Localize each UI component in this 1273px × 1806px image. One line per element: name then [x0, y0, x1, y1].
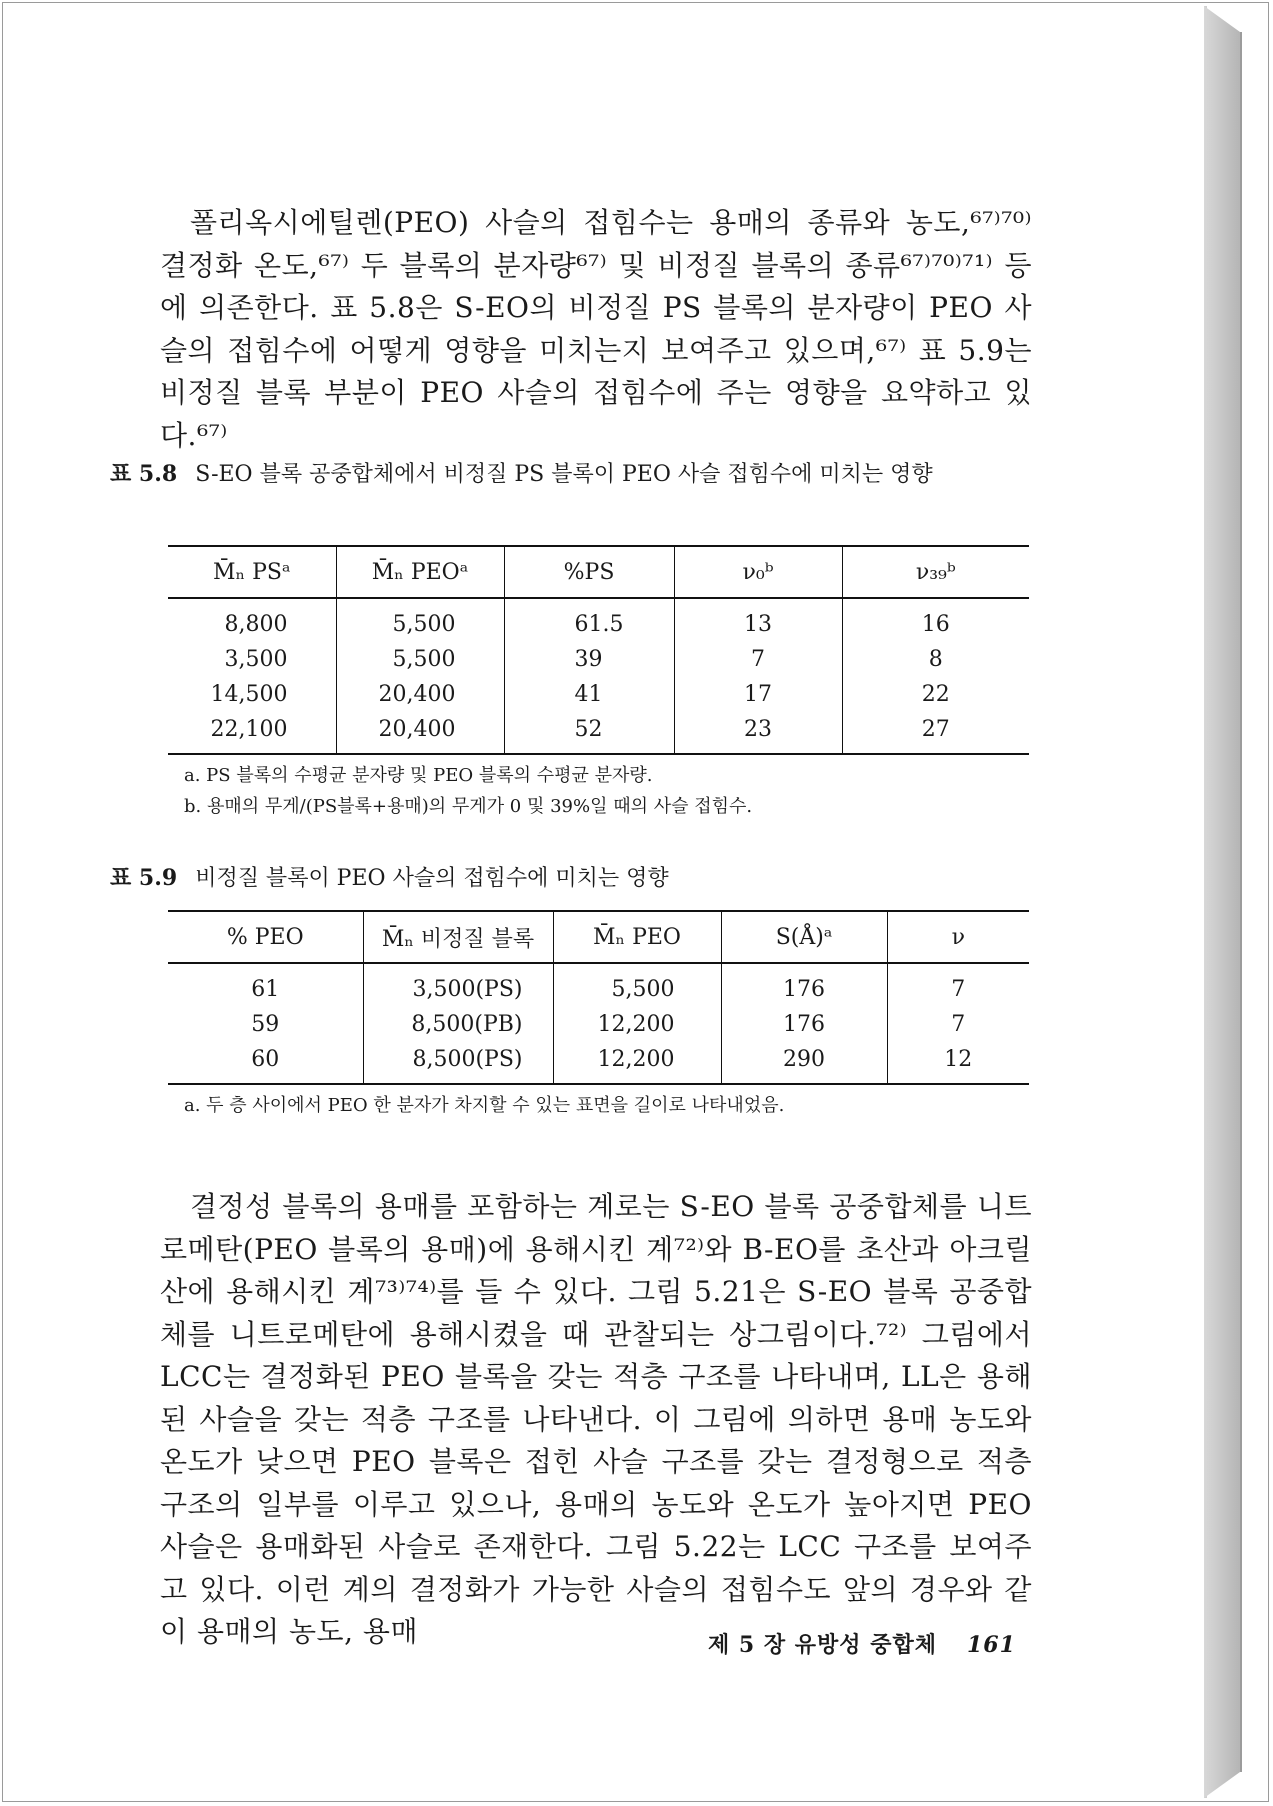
page-footer — [708, 1628, 1016, 1659]
table-cell: 7 — [887, 1007, 1029, 1042]
table-row — [168, 712, 1029, 754]
table-header-row — [168, 911, 1029, 963]
table-cell: 176 — [721, 1007, 887, 1042]
column-header: ν₀ᵇ — [674, 546, 842, 598]
table-header-row — [168, 546, 1029, 598]
table-cell: 12,200 — [553, 1007, 721, 1042]
table-row — [168, 1042, 1029, 1084]
table-5-8-caption — [110, 454, 1034, 495]
table-5-8-number: 표 5.8 — [110, 461, 178, 487]
column-header: ν₃₉ᵇ — [842, 546, 1029, 598]
table-5-8-caption-text: S-EO 블록 공중합체에서 비정질 PS 블록이 PEO 사슬 접힘수에 미치는 영향 — [195, 462, 933, 487]
column-header: M̄ₙ PEO — [553, 911, 721, 963]
table-cell: 61 — [251, 977, 280, 1002]
column-header: S(Å)ᵃ — [721, 911, 887, 963]
table-cell: 39 — [504, 642, 674, 677]
table-cell: 8,800 — [224, 612, 288, 637]
table-cell: 5,500 — [336, 642, 504, 677]
paragraph-2: 결정성 블록의 용매를 포함하는 계로는 S-EO 블록 공중합체를 니트로메탄(PEO 블록의 용매)에 용해시킨 계⁷²⁾와 B-EO를 초산과 아크릴산에 용해시킨 계⁷³⁾⁷⁴⁾를 들 수 있다. 그림 5.21은 S-EO 블록 공중합체를 니트로메탄에 용해시켰을 때 관찰되는 상그림이다.⁷²⁾ 그림에서 LCC는 결정화된 PEO 블록을 갖는 적층 구조를 나타내며, LL은 용해된 사슬을 갖는 적층 구조를 나타낸다. 이 그림에 의하면 용매 농도와 온도가 낮으면 PEO 블록은 접힌 사슬 구조를 갖는 결정형으로 적층 구조의 일부를 이루고 있으나, 용매의 농도와 온도가 높아지면 PEO 사슬은 용매화된 사슬로 존재한다. 그림 5.22는 LCC 구조를 보여주고 있다. 이런 계의 결정화가 가능한 사슬의 접힘수도 앞의 경우와 같이 용매의 농도, 용매 — [160, 1190, 1032, 1648]
table-cell: 8 — [842, 642, 1029, 677]
table-cell: 61.5 — [504, 598, 674, 642]
table-cell: 8,500(PB) — [363, 1007, 553, 1042]
table-cell: 41 — [504, 677, 674, 712]
table-cell: 20,400 — [336, 677, 504, 712]
table-note: a. PS 블록의 수평균 분자량 및 PEO 블록의 수평균 분자량. — [184, 765, 653, 786]
table-5-9-number: 표 5.9 — [110, 865, 178, 891]
table-row — [168, 963, 1029, 1007]
table-cell: 290 — [721, 1042, 887, 1084]
book-spine — [1204, 6, 1240, 1798]
table-cell: 60 — [168, 1042, 363, 1084]
table-cell: 20,400 — [336, 712, 504, 754]
table-5-9-caption-text: 비정질 블록이 PEO 사슬의 접힘수에 미치는 영향 — [195, 866, 669, 891]
table-note: b. 용매의 무게/(PS블록+용매)의 무게가 0 및 39%일 때의 사슬 접힘수. — [184, 796, 753, 817]
table-note: a. 두 층 사이에서 PEO 한 분자가 차지할 수 있는 표면을 길이로 나타내었음. — [184, 1095, 785, 1116]
table-cell: 7 — [887, 963, 1029, 1007]
table-5-9-notes — [184, 1090, 784, 1121]
table-cell: 13 — [674, 598, 842, 642]
table-cell: 5,500 — [553, 963, 721, 1007]
page-number: 161 — [966, 1632, 1016, 1658]
table-cell: 14,500 — [210, 682, 288, 707]
column-header: % PEO — [168, 911, 363, 963]
table-cell: 17 — [674, 677, 842, 712]
table-row — [168, 598, 1029, 642]
table-5-9 — [168, 910, 1029, 1085]
table-cell: 12 — [887, 1042, 1029, 1084]
table-cell: 12,200 — [553, 1042, 721, 1084]
table-cell: 7 — [674, 642, 842, 677]
column-header: ν — [887, 911, 1029, 963]
table-cell: 52 — [504, 712, 674, 754]
table-cell: 8,500(PS) — [363, 1042, 553, 1084]
book-spine-edge — [1240, 32, 1242, 1772]
table-cell: 22 — [842, 677, 1029, 712]
column-header: M̄ₙ 비정질 블록 — [363, 911, 553, 963]
table-cell: 27 — [842, 712, 1029, 754]
table-cell: 3,500 — [224, 647, 288, 672]
table-5-8 — [168, 545, 1029, 755]
table-cell: 59 — [251, 1012, 280, 1037]
column-header: M̄ₙ PSᵃ — [168, 546, 336, 598]
table-row — [168, 1007, 1029, 1042]
table-cell: 3,500(PS) — [363, 963, 553, 1007]
paragraph-1: 폴리옥시에틸렌(PEO) 사슬의 접힘수는 용매의 종류와 농도,⁶⁷⁾⁷⁰⁾ 결정화 온도,⁶⁷⁾ 두 블록의 분자량⁶⁷⁾ 및 비정질 블록의 종류⁶⁷⁾⁷⁰⁾⁷¹⁾ 등에 의존한다. 표 5.8은 S-EO의 비정질 PS 블록의 분자량이 PEO 사슬의 접힘수에 어떻게 영향을 미치는지 보여주고 있으며,⁶⁷⁾ 표 5.9는 비정질 블록 부분이 PEO 사슬의 접힘수에 주는 영향을 요약하고 있다.⁶⁷⁾ — [160, 206, 1032, 452]
table-row — [168, 677, 1029, 712]
column-header: %PS — [504, 546, 674, 598]
table-cell: 16 — [842, 598, 1029, 642]
column-header: M̄ₙ PEOᵃ — [336, 546, 504, 598]
table-cell: 23 — [674, 712, 842, 754]
table-row — [168, 642, 1029, 677]
chapter-title: 제 5 장 유방성 중합체 — [708, 1632, 937, 1658]
table-5-9-caption — [110, 858, 1034, 899]
table-cell: 22,100 — [168, 712, 336, 754]
table-5-8-notes — [184, 760, 752, 822]
table-cell: 176 — [721, 963, 887, 1007]
table-cell: 5,500 — [336, 598, 504, 642]
